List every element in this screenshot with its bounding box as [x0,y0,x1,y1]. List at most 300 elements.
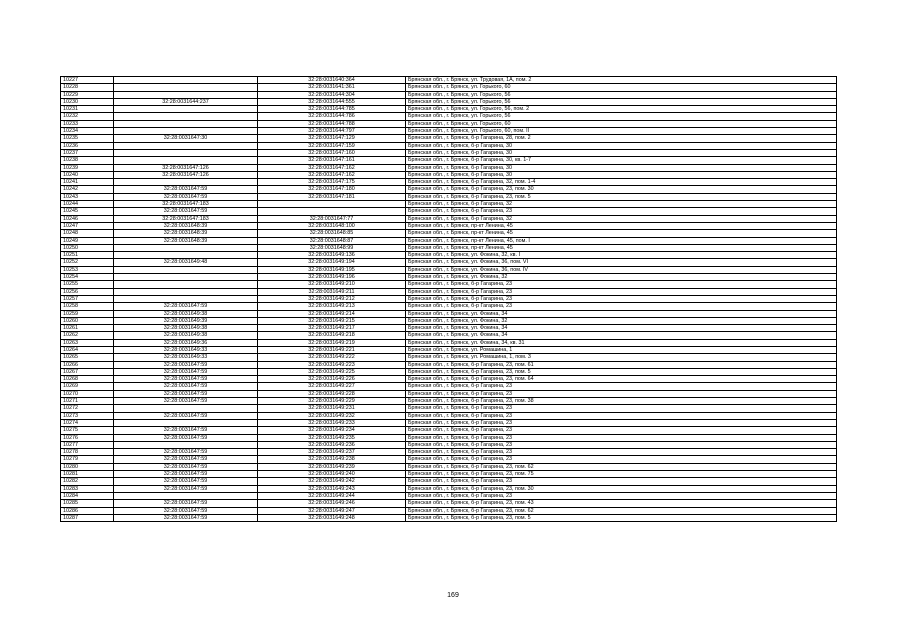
parent-cadastral-cell [114,91,258,98]
row-number-cell: 10280 [61,463,114,470]
cadastral-number-cell: 32:28:0031649:232 [258,412,406,419]
parent-cadastral-cell: 32:28:0031644:237 [114,98,258,105]
address-cell: Брянская обл., г. Брянск, б-р Гагарина, 23, пом. 30 [406,186,837,193]
address-cell: Брянская обл., г. Брянск, пр-кт Ленина, 45 [406,230,837,237]
address-cell: Брянская обл., г. Брянск, ул. Горького, 56 [406,113,837,120]
cadastral-number-cell: 32:28:0031649:225 [258,368,406,375]
parent-cadastral-cell: 32:28:0031647:59 [114,186,258,193]
table-row [61,135,837,142]
table-row [61,120,837,127]
row-number-cell: 10272 [61,405,114,412]
table-row [61,368,837,375]
row-number-cell: 10273 [61,412,114,419]
cadastral-number-cell: 32:28:0031647:162 [258,164,406,171]
table-row [61,266,837,273]
address-cell: Брянская обл., г. Брянск, б-р Гагарина, 23 [406,390,837,397]
parent-cadastral-cell [114,419,258,426]
parent-cadastral-cell [114,179,258,186]
row-number-cell: 10231 [61,106,114,113]
cadastral-number-cell: 32:28:0031644:785 [258,106,406,113]
cadastral-number-cell: 32:28:0031648:100 [258,222,406,229]
parent-cadastral-cell [114,266,258,273]
table-row [61,244,837,251]
table-row [61,295,837,302]
cadastral-number-cell: 32:28:0031649:239 [258,463,406,470]
address-cell: Брянская обл., г. Брянск, пр-кт Ленина, 45, пом. I [406,237,837,244]
row-number-cell: 10270 [61,390,114,397]
cadastral-number-cell: 32:28:0031649:210 [258,281,406,288]
address-cell: Брянская обл., г. Брянск, б-р Гагарина, 23, пом. 5 [406,193,837,200]
row-number-cell: 10247 [61,222,114,229]
row-number-cell: 10250 [61,244,114,251]
parent-cadastral-cell: 32:28:0031647:59 [114,427,258,434]
cadastral-number-cell: 32:28:0031649:212 [258,295,406,302]
cadastral-number-cell [258,208,406,215]
table-row [61,142,837,149]
address-cell: Брянская обл., г. Брянск, б-р Гагарина, 23 [406,492,837,499]
table-row [61,376,837,383]
cadastral-number-cell: 32:28:0031649:194 [258,259,406,266]
cadastral-number-cell: 32:28:0031649:217 [258,325,406,332]
parent-cadastral-cell: 32:28:0031647:59 [114,398,258,405]
parent-cadastral-cell: 32:28:0031649:39 [114,317,258,324]
cadastral-number-cell: 32:28:0031649:211 [258,288,406,295]
address-cell: Брянская обл., г. Брянск, б-р Гагарина, 23 [406,434,837,441]
cadastral-number-cell: 32:28:0031649:242 [258,478,406,485]
parent-cadastral-cell [114,142,258,149]
row-number-cell: 10286 [61,507,114,514]
table-row [61,179,837,186]
table-row [61,98,837,105]
table-row [61,237,837,244]
row-number-cell: 10235 [61,135,114,142]
row-number-cell: 10260 [61,317,114,324]
parent-cadastral-cell: 32:28:0031649:38 [114,332,258,339]
address-cell: Брянская обл., г. Брянск, б-р Гагарина, 30 [406,149,837,156]
address-cell: Брянская обл., г. Брянск, б-р Гагарина, 23, пом. 62 [406,463,837,470]
row-number-cell: 10241 [61,179,114,186]
table-row [61,259,837,266]
address-cell: Брянская обл., г. Брянск, б-р Гагарина, 23 [406,295,837,302]
parent-cadastral-cell: 32:28:0031647:59 [114,376,258,383]
row-number-cell: 10234 [61,128,114,135]
address-cell: Брянская обл., г. Брянск, б-р Гагарина, 23 [406,303,837,310]
row-number-cell: 10284 [61,492,114,499]
cadastral-number-cell [258,201,406,208]
cadastral-number-cell: 32:28:0031649:238 [258,456,406,463]
address-cell: Брянская обл., г. Брянск, б-р Гагарина, 23 [406,441,837,448]
cadastral-number-cell: 32:28:0031649:240 [258,471,406,478]
parent-cadastral-cell [114,120,258,127]
address-cell: Брянская обл., г. Брянск, б-р Гагарина, 32 [406,215,837,222]
parent-cadastral-cell: 32:28:0031647:126 [114,171,258,178]
cadastral-number-cell: 32:28:0031649:231 [258,405,406,412]
parent-cadastral-cell [114,492,258,499]
parent-cadastral-cell [114,106,258,113]
parent-cadastral-cell: 32:28:0031647:59 [114,507,258,514]
address-cell: Брянская обл., г. Брянск, б-р Гагарина, 23 [406,478,837,485]
address-cell: Брянская обл., г. Брянск, б-р Гагарина, 30 [406,142,837,149]
row-number-cell: 10245 [61,208,114,215]
row-number-cell: 10282 [61,478,114,485]
address-cell: Брянская обл., г. Брянск, б-р Гагарина, 32, пом. 1-4 [406,179,837,186]
table-row [61,201,837,208]
row-number-cell: 10249 [61,237,114,244]
cadastral-number-cell: 32:28:0031640:364 [258,77,406,84]
parent-cadastral-cell [114,405,258,412]
address-cell: Брянская обл., г. Брянск, б-р Гагарина, 23, пом. 43 [406,500,837,507]
row-number-cell: 10274 [61,419,114,426]
parent-cadastral-cell [114,157,258,164]
table-row [61,419,837,426]
row-number-cell: 10287 [61,514,114,521]
cadastral-number-cell: 32:28:0031649:247 [258,507,406,514]
table-row [61,441,837,448]
table-row [61,113,837,120]
address-cell: Брянская обл., г. Брянск, б-р Гагарина, 30 [406,164,837,171]
address-cell: Брянская обл., г. Брянск, ул. Горького, 56, пом. 2 [406,106,837,113]
parent-cadastral-cell [114,84,258,91]
cadastral-number-cell: 32:28:0031649:244 [258,492,406,499]
address-cell: Брянская обл., г. Брянск, б-р Гагарина, 23, пом. 30 [406,485,837,492]
row-number-cell: 10227 [61,77,114,84]
table-row [61,317,837,324]
parent-cadastral-cell: 32:28:0031648:39 [114,230,258,237]
parent-cadastral-cell: 32:28:0031647:59 [114,463,258,470]
parent-cadastral-cell [114,149,258,156]
row-number-cell: 10239 [61,164,114,171]
address-cell: Брянская обл., г. Брянск, ул. Фокина, 34 [406,325,837,332]
table-row [61,434,837,441]
table-row [61,478,837,485]
cadastral-number-cell: 32:28:0031647:129 [258,135,406,142]
row-number-cell: 10238 [61,157,114,164]
cadastral-number-cell: 32:28:0031649:236 [258,441,406,448]
address-cell: Брянская обл., г. Брянск, б-р Гагарина, 23 [406,383,837,390]
address-cell: Брянская обл., г. Брянск, ул. Ромашина, 1 [406,346,837,353]
table-row [61,164,837,171]
row-number-cell: 10230 [61,98,114,105]
address-cell: Брянская обл., г. Брянск, ул. Фокина, 36, пом. VI [406,259,837,266]
row-number-cell: 10259 [61,310,114,317]
row-number-cell: 10254 [61,274,114,281]
row-number-cell: 10263 [61,339,114,346]
parent-cadastral-cell: 32:28:0031647:59 [114,478,258,485]
cadastral-number-cell: 32:28:0031649:227 [258,383,406,390]
table-row [61,339,837,346]
cadastral-number-cell: 32:28:0031647:159 [258,142,406,149]
parent-cadastral-cell [114,281,258,288]
parent-cadastral-cell: 32:28:0031647:59 [114,193,258,200]
address-cell: Брянская обл., г. Брянск, ул. Фокина, 32 [406,317,837,324]
cadastral-number-cell: 32:28:0031649:234 [258,427,406,434]
row-number-cell: 10281 [61,471,114,478]
cadastral-number-cell: 32:28:0031644:786 [258,113,406,120]
cadastral-number-cell: 32:28:0031649:222 [258,354,406,361]
address-cell: Брянская обл., г. Брянск, ул. Фокина, 34 [406,310,837,317]
parent-cadastral-cell: 32:28:0031647:59 [114,303,258,310]
table-row [61,252,837,259]
address-cell: Брянская обл., г. Брянск, ул. Фокина, 34, кв. 31 [406,339,837,346]
parent-cadastral-cell [114,128,258,135]
parent-cadastral-cell: 32:28:0031648:39 [114,222,258,229]
table-row [61,354,837,361]
row-number-cell: 10256 [61,288,114,295]
table-row [61,171,837,178]
address-cell: Брянская обл., г. Брянск, ул. Горького, 56 [406,91,837,98]
row-number-cell: 10275 [61,427,114,434]
cadastral-number-cell: 32:28:0031649:229 [258,398,406,405]
table-row [61,325,837,332]
row-number-cell: 10268 [61,376,114,383]
row-number-cell: 10276 [61,434,114,441]
cadastral-number-cell: 32:28:0031649:246 [258,500,406,507]
page-number: 169 [447,592,459,599]
table-row [61,310,837,317]
parent-cadastral-cell: 32:28:0031649:38 [114,310,258,317]
table-row [61,449,837,456]
address-cell: Брянская обл., г. Брянск, б-р Гагарина, 23, пом. 5 [406,514,837,521]
row-number-cell: 10244 [61,201,114,208]
cadastral-number-cell: 32:28:0031647:180 [258,186,406,193]
parent-cadastral-cell: 32:28:0031647:30 [114,135,258,142]
cadastral-number-cell: 32:28:0031649:214 [258,310,406,317]
cadastral-number-cell: 32:28:0031649:221 [258,346,406,353]
table-row [61,456,837,463]
parent-cadastral-cell: 32:28:0031647:126 [114,164,258,171]
row-number-cell: 10252 [61,259,114,266]
address-cell: Брянская обл., г. Брянск, б-р Гагарина, 23 [406,419,837,426]
address-cell: Брянская обл., г. Брянск, б-р Гагарина, 23 [406,208,837,215]
cadastral-number-cell: 32:28:0031644:304 [258,91,406,98]
parent-cadastral-cell: 32:28:0031647:59 [114,390,258,397]
parent-cadastral-cell [114,77,258,84]
parent-cadastral-cell: 32:28:0031649:33 [114,346,258,353]
cadastral-number-cell: 32:28:0031641:361 [258,84,406,91]
parent-cadastral-cell: 32:28:0031647:59 [114,456,258,463]
cadastral-number-cell: 32:28:0031649:213 [258,303,406,310]
parent-cadastral-cell: 32:28:0031647:59 [114,485,258,492]
table-body [61,77,837,522]
table-row [61,390,837,397]
row-number-cell: 10248 [61,230,114,237]
cadastral-number-cell: 32:28:0031649:215 [258,317,406,324]
row-number-cell: 10257 [61,295,114,302]
row-number-cell: 10283 [61,485,114,492]
table-row [61,427,837,434]
parent-cadastral-cell: 32:28:0031647:183 [114,215,258,222]
row-number-cell: 10228 [61,84,114,91]
address-cell: Брянская обл., г. Брянск, б-р Гагарина, 30, кв. 1-7 [406,157,837,164]
row-number-cell: 10240 [61,171,114,178]
address-cell: Брянская обл., г. Брянск, б-р Гагарина, 30 [406,171,837,178]
parent-cadastral-cell: 32:28:0031647:183 [114,201,258,208]
address-cell: Брянская обл., г. Брянск, ул. Фокина, 36, пом. IV [406,266,837,273]
table-row [61,186,837,193]
parent-cadastral-cell [114,252,258,259]
cadastral-number-cell: 32:28:0031648:87 [258,237,406,244]
address-cell: Брянская обл., г. Брянск, б-р Гагарина, 23, пом. 62 [406,507,837,514]
cadastral-number-cell: 32:28:0031649:218 [258,332,406,339]
table-row [61,128,837,135]
table-row [61,507,837,514]
table-row [61,303,837,310]
address-cell: Брянская обл., г. Брянск, б-р Гагарина, 23, пом. 38 [406,398,837,405]
table-row [61,106,837,113]
row-number-cell: 10243 [61,193,114,200]
cadastral-number-cell: 32:28:0031649:237 [258,449,406,456]
table-row [61,230,837,237]
cadastral-number-cell: 32:28:0031647:77 [258,215,406,222]
row-number-cell: 10271 [61,398,114,405]
parent-cadastral-cell [114,274,258,281]
cadastral-number-cell: 32:28:0031649:235 [258,434,406,441]
cadastral-number-cell: 32:28:0031644:788 [258,120,406,127]
table-row [61,84,837,91]
address-cell: Брянская обл., г. Брянск, ул. Трудовая, 1А, пом. 2 [406,77,837,84]
cadastral-number-cell: 32:28:0031649:248 [258,514,406,521]
parent-cadastral-cell: 32:28:0031649:48 [114,259,258,266]
table-row [61,274,837,281]
row-number-cell: 10258 [61,303,114,310]
row-number-cell: 10285 [61,500,114,507]
address-cell: Брянская обл., г. Брянск, ул. Фокина, 34 [406,332,837,339]
table-row [61,412,837,419]
row-number-cell: 10269 [61,383,114,390]
table-row [61,514,837,521]
cadastral-number-cell: 32:28:0031649:219 [258,339,406,346]
cadastral-number-cell: 32:28:0031649:136 [258,252,406,259]
address-cell: Брянская обл., г. Брянск, ул. Горького, 60 [406,84,837,91]
row-number-cell: 10232 [61,113,114,120]
row-number-cell: 10242 [61,186,114,193]
cadastral-register-table [60,76,837,522]
parent-cadastral-cell [114,244,258,251]
cadastral-number-cell: 32:28:0031647:181 [258,193,406,200]
cadastral-number-cell: 32:28:0031649:226 [258,376,406,383]
table-row [61,398,837,405]
table-row [61,193,837,200]
table-row [61,281,837,288]
parent-cadastral-cell: 32:28:0031647:59 [114,383,258,390]
address-cell: Брянская обл., г. Брянск, б-р Гагарина, 23 [406,412,837,419]
parent-cadastral-cell [114,441,258,448]
address-cell: Брянская обл., г. Брянск, пр-кт Ленина, 45 [406,222,837,229]
row-number-cell: 10264 [61,346,114,353]
cadastral-number-cell: 32:28:0031649:228 [258,390,406,397]
address-cell: Брянская обл., г. Брянск, б-р Гагарина, 23, пом. 64 [406,376,837,383]
cadastral-number-cell: 32:28:0031649:196 [258,274,406,281]
address-cell: Брянская обл., г. Брянск, б-р Гагарина, 23, пом. 5 [406,368,837,375]
parent-cadastral-cell: 32:28:0031649:33 [114,354,258,361]
cadastral-number-cell: 32:28:0031647:161 [258,157,406,164]
row-number-cell: 10229 [61,91,114,98]
cadastral-number-cell: 32:28:0031649:243 [258,485,406,492]
cadastral-number-cell: 32:28:0031647:160 [258,149,406,156]
cadastral-number-cell: 32:28:0031649:195 [258,266,406,273]
address-cell: Брянская обл., г. Брянск, б-р Гагарина, 23 [406,427,837,434]
parent-cadastral-cell [114,295,258,302]
cadastral-number-cell: 32:28:0031644:555 [258,98,406,105]
row-number-cell: 10246 [61,215,114,222]
table-row [61,77,837,84]
cadastral-number-cell: 32:28:0031647:162 [258,171,406,178]
cadastral-number-cell: 32:28:0031647:175 [258,179,406,186]
row-number-cell: 10261 [61,325,114,332]
address-cell: Брянская обл., г. Брянск, б-р Гагарина, 23, пом. 61 [406,361,837,368]
table-row [61,383,837,390]
parent-cadastral-cell: 32:28:0031647:59 [114,368,258,375]
address-cell: Брянская обл., г. Брянск, б-р Гагарина, 23 [406,288,837,295]
address-cell: Брянская обл., г. Брянск, б-р Гагарина, 23 [406,405,837,412]
row-number-cell: 10236 [61,142,114,149]
table-row [61,463,837,470]
parent-cadastral-cell: 32:28:0031647:59 [114,514,258,521]
address-cell: Брянская обл., г. Брянск, б-р Гагарина, 23 [406,449,837,456]
address-cell: Брянская обл., г. Брянск, б-р Гагарина, 23 [406,281,837,288]
parent-cadastral-cell [114,288,258,295]
table-row [61,91,837,98]
address-cell: Брянская обл., г. Брянск, б-р Гагарина, 23, пом. 75 [406,471,837,478]
row-number-cell: 10237 [61,149,114,156]
cadastral-number-cell: 32:28:0031644:797 [258,128,406,135]
table-row [61,149,837,156]
table-row [61,332,837,339]
table-row [61,346,837,353]
address-cell: Брянская обл., г. Брянск, б-р Гагарина, 28, пом. 2 [406,135,837,142]
table-row [61,471,837,478]
address-cell: Брянская обл., г. Брянск, б-р Гагарина, 23 [406,456,837,463]
parent-cadastral-cell: 32:28:0031649:38 [114,325,258,332]
table-row [61,208,837,215]
address-cell: Брянская обл., г. Брянск, пр-кт Ленина, 45 [406,244,837,251]
address-cell: Брянская обл., г. Брянск, ул. Фокина, 32, кв. I [406,252,837,259]
table-row [61,500,837,507]
cadastral-number-cell: 32:28:0031649:223 [258,361,406,368]
address-cell: Брянская обл., г. Брянск, ул. Ромашина, 1, пом. 3 [406,354,837,361]
parent-cadastral-cell: 32:28:0031647:59 [114,434,258,441]
parent-cadastral-cell: 32:28:0031648:39 [114,237,258,244]
row-number-cell: 10253 [61,266,114,273]
cadastral-number-cell: 32:28:0031649:233 [258,419,406,426]
address-cell: Брянская обл., г. Брянск, ул. Горького, 56 [406,98,837,105]
address-cell: Брянская обл., г. Брянск, б-р Гагарина, 32 [406,201,837,208]
row-number-cell: 10251 [61,252,114,259]
row-number-cell: 10267 [61,368,114,375]
table-row [61,157,837,164]
address-cell: Брянская обл., г. Брянск, ул. Горького, 60 [406,120,837,127]
row-number-cell: 10277 [61,441,114,448]
parent-cadastral-cell: 32:28:0031649:36 [114,339,258,346]
row-number-cell: 10233 [61,120,114,127]
table-row [61,361,837,368]
row-number-cell: 10262 [61,332,114,339]
table-row [61,492,837,499]
parent-cadastral-cell [114,113,258,120]
table-row [61,222,837,229]
table-row [61,485,837,492]
row-number-cell: 10255 [61,281,114,288]
address-cell: Брянская обл., г. Брянск, ул. Фокина, 32 [406,274,837,281]
row-number-cell: 10278 [61,449,114,456]
parent-cadastral-cell: 32:28:0031647:59 [114,449,258,456]
table-row [61,405,837,412]
parent-cadastral-cell: 32:28:0031647:59 [114,500,258,507]
cadastral-number-cell: 32:28:0031648:99 [258,244,406,251]
parent-cadastral-cell: 32:28:0031647:59 [114,208,258,215]
address-cell: Брянская обл., г. Брянск, ул. Горького, 60, пом. II [406,128,837,135]
table-row [61,215,837,222]
